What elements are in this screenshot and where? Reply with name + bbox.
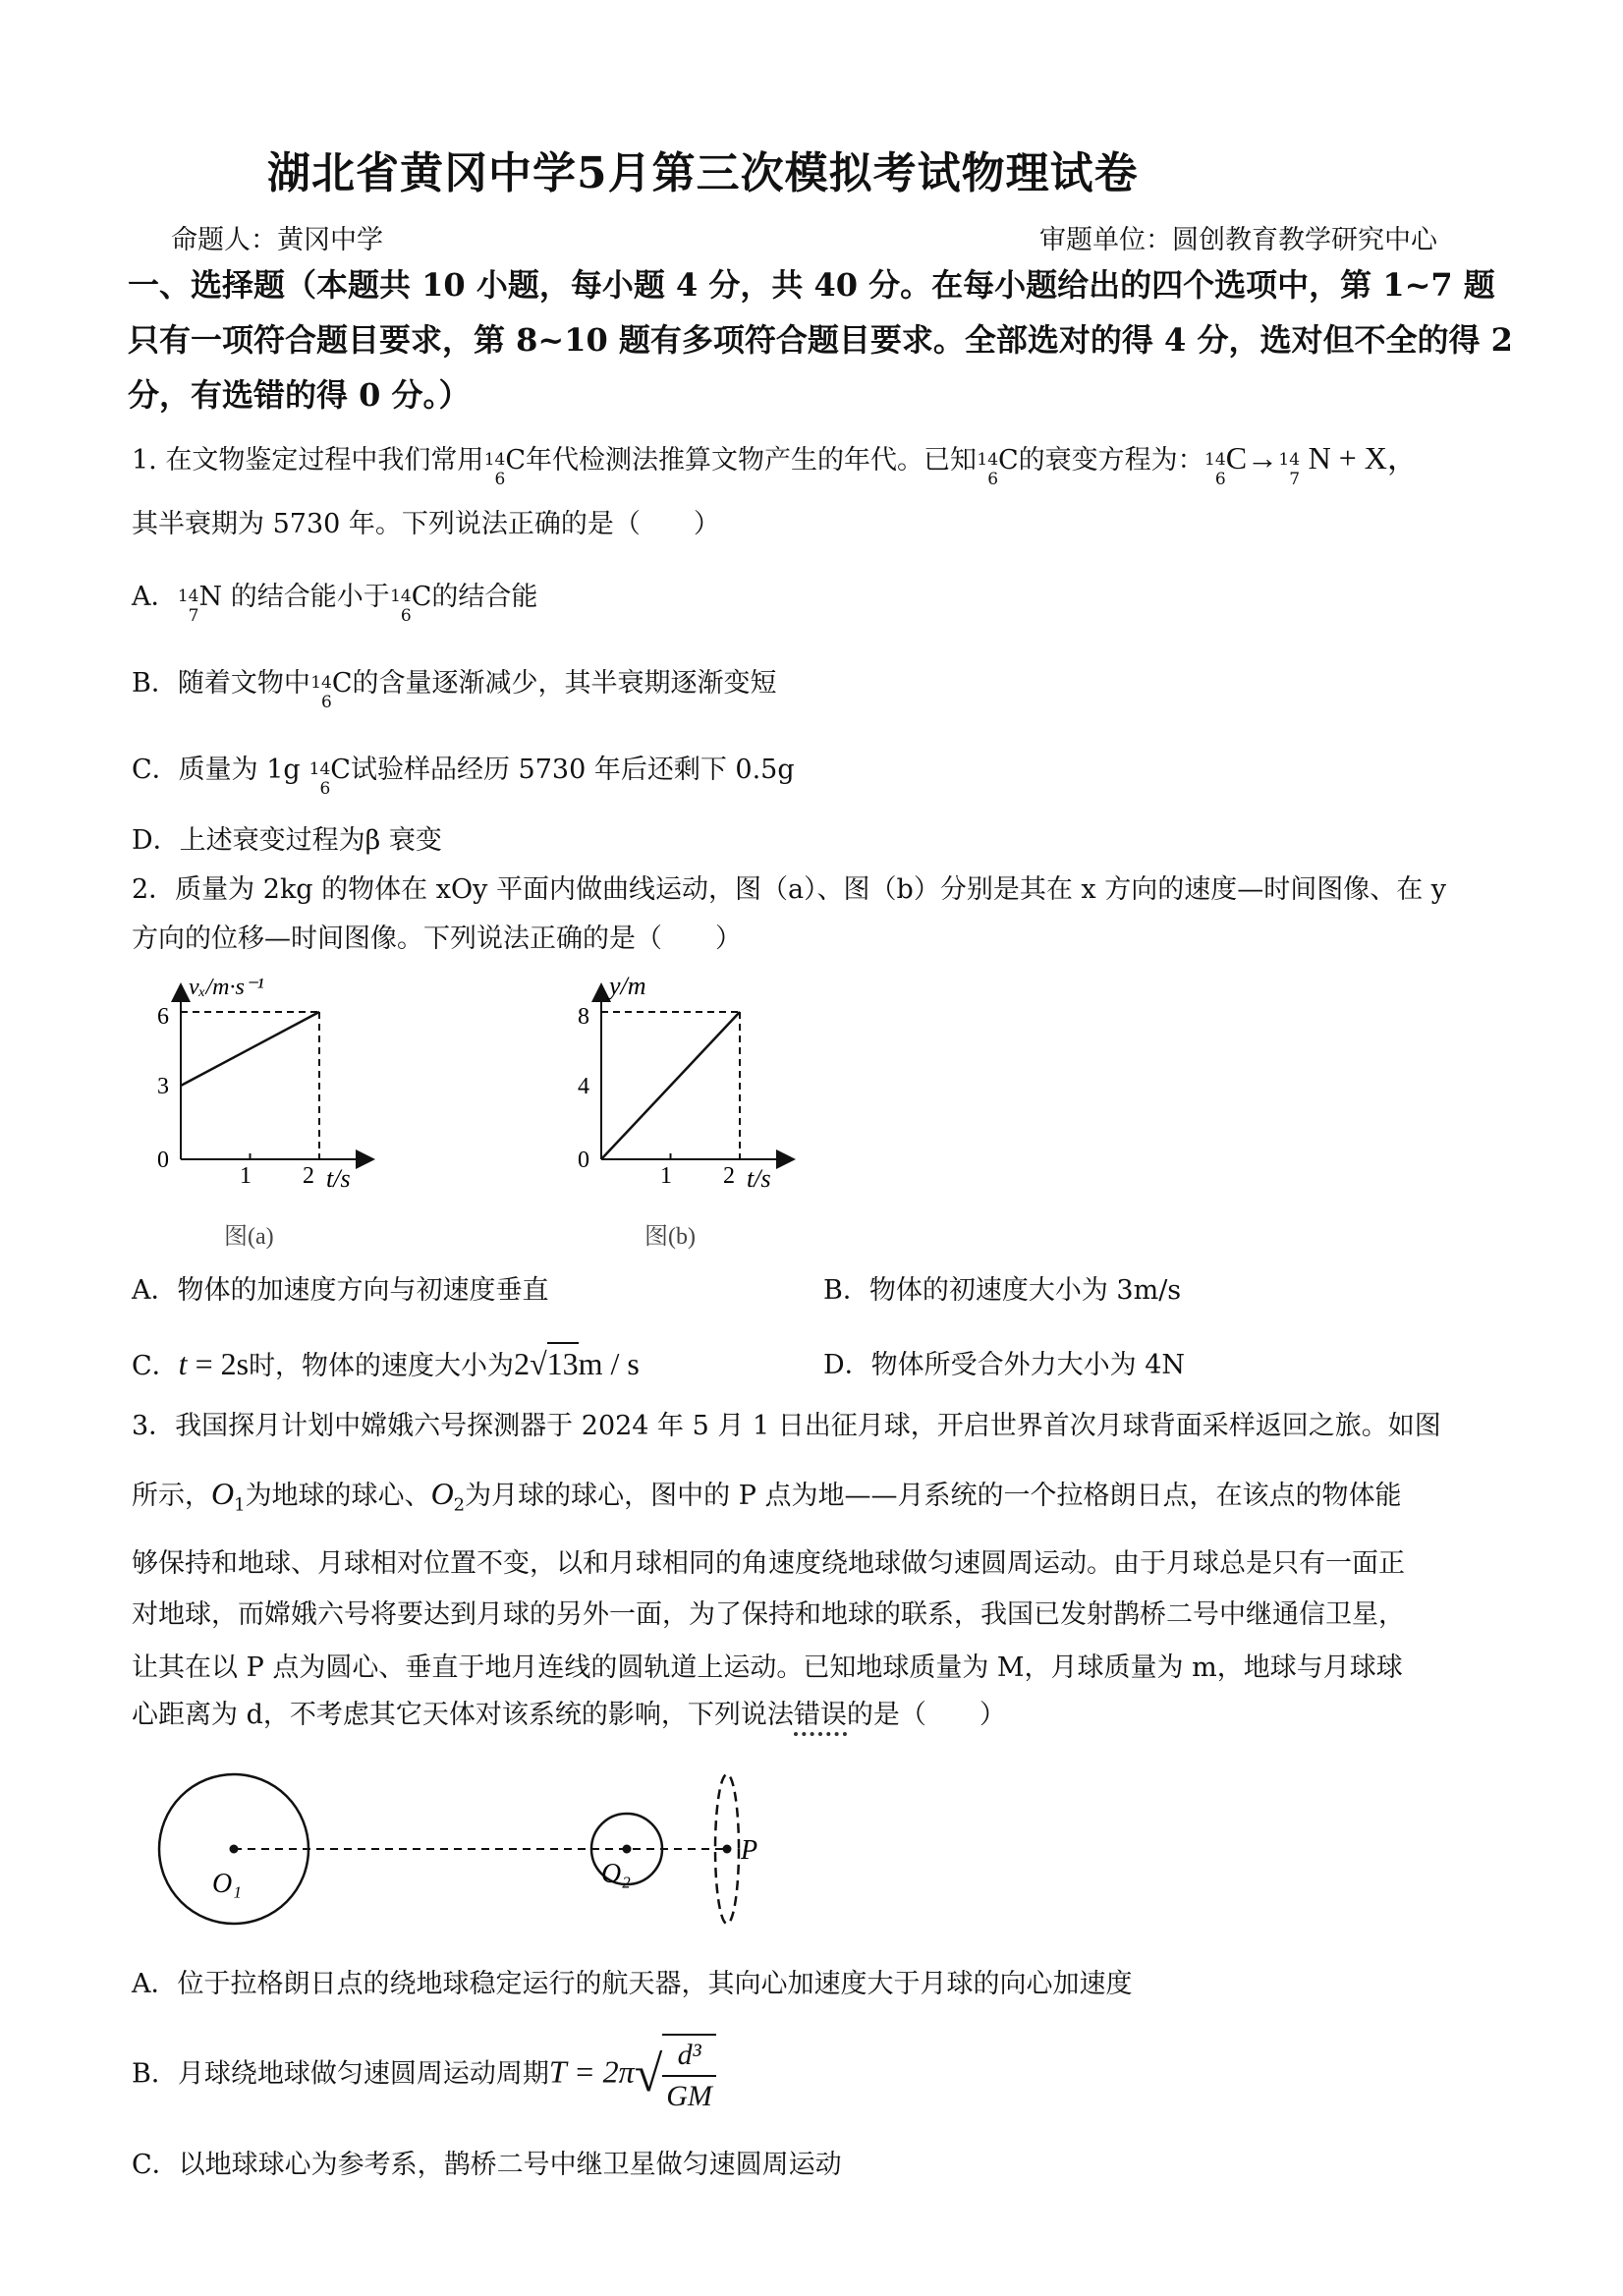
y-tick-label: 8 (578, 1004, 589, 1030)
x-axis-label: t/s (326, 1164, 351, 1193)
option-b-text: B．月球绕地球做匀速圆周运动周期 (132, 2058, 549, 2090)
p-label: P (741, 1835, 758, 1866)
atomic-number: 6 (494, 469, 506, 489)
q1-line2: 其半衰期为 5730 年。下列说法正确的是（ ） (132, 509, 720, 539)
q3-option-a: A．位于拉格朗日点的绕地球稳定运行的航天器，其向心加速度大于月球的向心加速度 (132, 1969, 1133, 1999)
q2-option-d: D．物体所受合外力大小为 4N (823, 1350, 1186, 1380)
speed-coefficient: 2 (514, 1346, 531, 1381)
series-line (181, 1012, 319, 1086)
x-axis-label: t/s (747, 1164, 771, 1193)
q2-line1: 2．质量为 2kg 的物体在 xOy 平面内做曲线运动，图（a）、图（b）分别是其在 x 方向的速度—时间图像、在 y (132, 874, 1447, 905)
q3-text-e: 的是（ ） (846, 1700, 1006, 1730)
mass-number: 14 (1278, 449, 1301, 470)
lagrange-point-dot (723, 1845, 732, 1854)
o2-label: O₂ (601, 1859, 631, 1889)
q3-text-a: 所示， (132, 1481, 211, 1511)
figure-a-chart (145, 973, 401, 1267)
q3-line3: 够保持和地球、月球相对位置不变，以和月球相同的角速度绕地球做匀速圆周运动。由于月球总是只有一面正 (132, 1548, 1405, 1579)
atomic-number: 7 (1289, 469, 1301, 489)
option-a-label: A． (132, 582, 178, 612)
time-value: = 2s (187, 1346, 250, 1381)
mass-number: 14 (1204, 449, 1226, 470)
time-variable: t (178, 1346, 188, 1381)
o1-subscript: 1 (234, 1494, 246, 1516)
c14-nuclide (1204, 444, 1226, 489)
q3-text-d: 心距离为 d，不考虑其它天体对该系统的影响，下列说法 (132, 1700, 794, 1730)
q3-line6 (132, 1696, 1006, 1735)
figure-b-chart (566, 973, 821, 1267)
option-c-text: C．质量为 1g (132, 755, 309, 785)
fraction-denominator: GM (666, 2080, 712, 2112)
mass-number: 14 (390, 586, 412, 606)
atomic-number: 7 (188, 605, 199, 626)
mass-number: 14 (177, 586, 199, 606)
option-c-end: C试验样品经历 5730 年后还剩下 0.5g (330, 755, 795, 785)
figure-a-caption: 图(a) (224, 1224, 274, 1250)
atomic-number: 6 (400, 605, 412, 626)
q3-line1: 3．我国探月计划中嫦娥六号探测器于 2024 年 5 月 1 日出征月球，开启世界首次月球背面采样返回之旅。如图 (132, 1411, 1441, 1441)
option-c-text: 时，物体的速度大小为 (249, 1351, 515, 1381)
mass-number: 14 (483, 449, 506, 470)
atomic-number: 6 (319, 778, 331, 799)
moon-center-dot (623, 1845, 632, 1854)
mass-number: 14 (310, 672, 332, 693)
c14-nuclide (310, 667, 332, 712)
period-formula-lhs: T = 2π (548, 2053, 635, 2090)
sqrt-radicand: 13 (547, 1342, 579, 1383)
atomic-number: 6 (987, 469, 999, 489)
q1-text-c: C的衰变方程为： (998, 445, 1204, 476)
c14-nuclide (977, 444, 999, 489)
nitrogen-product: N + X， (1308, 440, 1419, 476)
q3-option-c: C．以地球球心为参考系，鹊桥二号中继卫星做匀速圆周运动 (132, 2150, 842, 2180)
q1-text-a: 1. 在文物鉴定过程中我们常用 (132, 445, 484, 476)
option-b-text: B．随着文物中 (132, 668, 310, 699)
y-tick-label: 0 (578, 1148, 589, 1173)
c14-nuclide (390, 581, 412, 626)
o2-subscript: 2 (453, 1494, 466, 1516)
y-tick-label: 3 (157, 1074, 169, 1099)
decay-arrow: → (1247, 440, 1279, 476)
q3-line2 (132, 1474, 1401, 1525)
q1-text-b: C年代检测法推算文物产生的年代。已知 (505, 445, 978, 476)
speed-unit: m / s (578, 1346, 640, 1381)
q3-line4: 对地球，而嫦娥六号将要达到月球的另外一面，为了保持和地球的联系，我国已发射鹊桥二号中继通信卫星， (132, 1599, 1405, 1630)
q3-line5: 让其在以 P 点为圆心、垂直于地月连线的圆轨道上运动。已知地球质量为 M，月球质量为 m，地球与月球球 (132, 1652, 1403, 1683)
y-tick-label: 0 (157, 1148, 169, 1173)
atomic-number: 6 (1214, 469, 1226, 489)
emphasis-word: 错误 (794, 1700, 847, 1736)
sqrt-sign: √ (530, 1346, 547, 1381)
x-tick-label: 2 (723, 1163, 735, 1189)
sqrt-sign: √ (634, 2046, 663, 2102)
page-title: 湖北省黄冈中学5月第三次模拟考试物理试卷 (267, 148, 1139, 198)
c14-nuclide (308, 754, 331, 799)
y-tick-label: 4 (578, 1074, 589, 1099)
earth-center-dot (230, 1845, 239, 1854)
o2-symbol: O (430, 1476, 454, 1511)
option-a-end: C的结合能 (411, 582, 538, 612)
y-axis-label: vₓ/m·s⁻¹ (189, 975, 264, 1000)
n14-nuclide (177, 581, 199, 626)
x-tick-label: 1 (660, 1163, 672, 1189)
c14-nuclide (483, 444, 506, 489)
q3-option-b (132, 2034, 716, 2116)
q1-line1 (132, 438, 1419, 489)
series-line (601, 1012, 740, 1159)
mass-number: 14 (308, 758, 331, 779)
q1-option-b (132, 664, 777, 712)
y-tick-label: 6 (157, 1004, 169, 1030)
x-tick-label: 1 (240, 1163, 252, 1189)
n14-nuclide (1278, 444, 1301, 489)
o1-label: O₁ (212, 1869, 242, 1899)
q3-text-c: 为月球的球心，图中的 P 点为地——月系统的一个拉格朗日点，在该点的物体能 (465, 1481, 1402, 1511)
fraction-numerator: d³ (662, 2036, 716, 2077)
reviewer-label: 审题单位：圆创教育教学研究中心 (1039, 225, 1437, 255)
earth-moon-diagram (147, 1768, 796, 1945)
period-fraction (662, 2034, 716, 2116)
carbon-symbol: C (1225, 440, 1248, 476)
q1-option-d: D．上述衰变过程为β 衰变 (132, 825, 442, 856)
option-a-text: N 的结合能小于 (198, 582, 390, 612)
author-label: 命题人：黄冈中学 (171, 225, 383, 255)
option-c-label: C． (132, 1351, 179, 1381)
y-axis-label: y/m (609, 973, 646, 1000)
option-b-end: C的含量逐渐减少，其半衰期逐渐变短 (331, 668, 777, 699)
x-tick-label: 2 (303, 1163, 314, 1189)
mass-number: 14 (977, 449, 999, 470)
q1-option-a (132, 578, 538, 626)
q2-option-a: A．物体的加速度方向与初速度垂直 (132, 1275, 549, 1306)
q2-option-c (132, 1342, 640, 1386)
q1-option-c (132, 751, 795, 799)
q2-option-b: B．物体的初速度大小为 3m/s (823, 1275, 1182, 1306)
o1-symbol: O (211, 1476, 235, 1511)
atomic-number: 6 (321, 692, 332, 712)
q3-text-b: 为地球的球心、 (245, 1481, 431, 1511)
section-heading: 一、选择题（本题共 10 小题，每小题 4 分，共 40 分。在每小题给出的四个选项中，第 1~7 题只有一项符合题目要求，第 8~10 题有多项符合题目要求。全部选对的得 4 分，选对但不全的得 2 分，有选错的得 0 分。） (128, 266, 1513, 414)
figure-b-caption: 图(b) (644, 1224, 696, 1250)
q2-line2: 方向的位移—时间图像。下列说法正确的是（ ） (132, 924, 742, 954)
